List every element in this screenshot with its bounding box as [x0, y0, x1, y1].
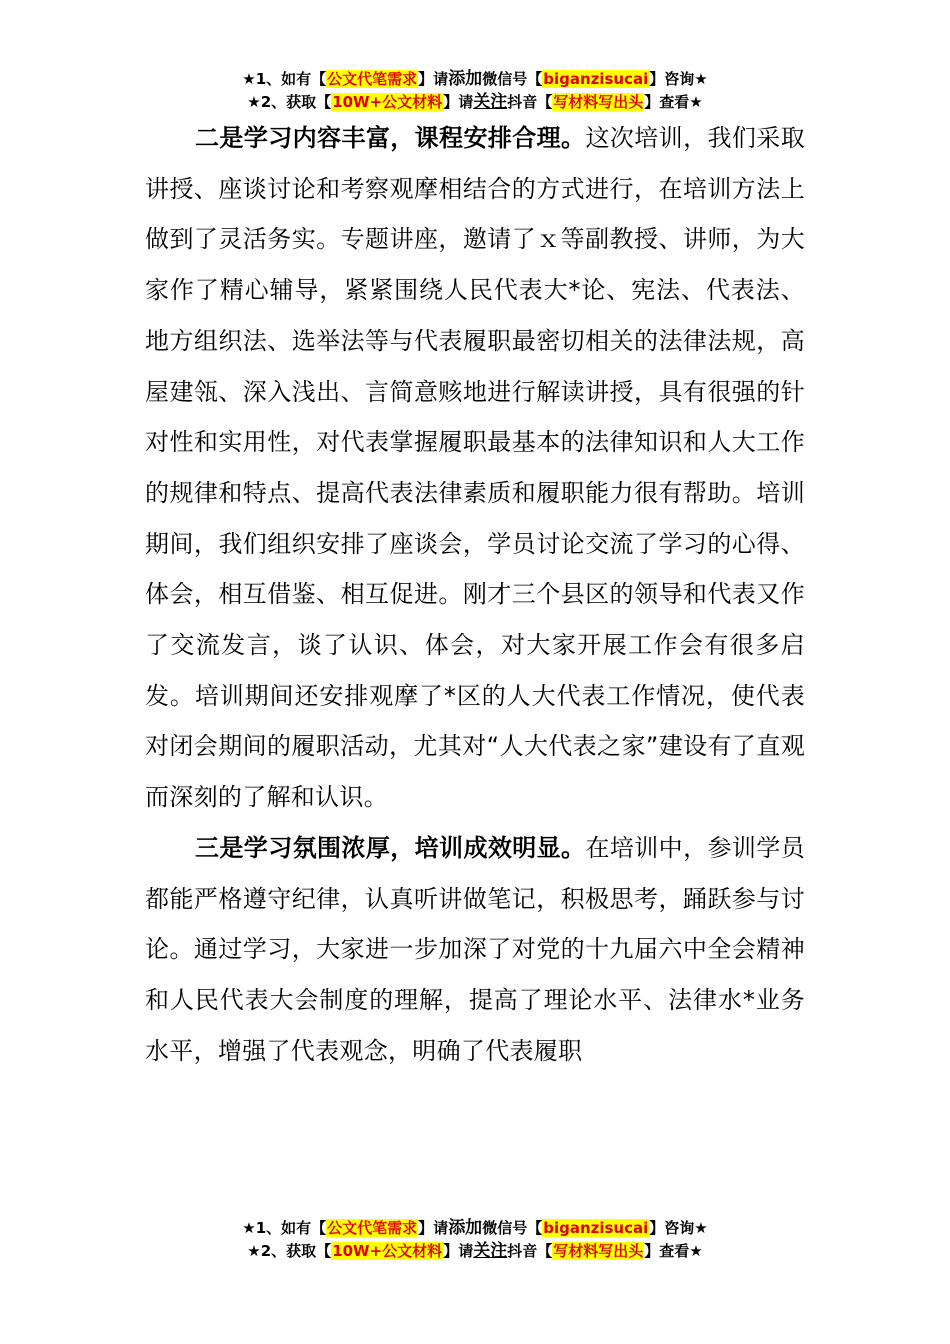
- paragraph-3: [145, 823, 805, 1077]
- banner-follow-word: 关注: [473, 92, 508, 112]
- banner-wechat-id: biganzisucai: [543, 1219, 649, 1237]
- banner-line-1-prefix: ★1、如有【: [242, 70, 327, 88]
- top-banner: [0, 68, 950, 114]
- banner-hl-materials: 10W+公文材料: [332, 93, 443, 111]
- banner-hl-ghostwriting: 公文代笔需求: [327, 70, 418, 88]
- banner-hl-materials: 10W+公文材料: [332, 1242, 443, 1260]
- paragraph-2-text: 这次培训，我们采取讲授、座谈讨论和考察观摩相结合的方式进行，在培训方法上做到了灵活务实。专题讲座，邀请了ｘ等副教授、讲师，为大家作了精心辅导，紧紧围绕人民代表大*论、宪法、代表法、地方组织法、选举法等与代表履职最密切相关的法律法规，高屋建瓴、深入浅出、言简意赅地进行解读讲授，具有很强的针对性和实用性，对代表掌握履职最基本的法律知识和人大工作的规律和特点、提高代表法律素质和履职能力很有帮助。培训期间，我们组织安排了座谈会，学员讨论交流了学习的心得、体会，相互借鉴、相互促进。刚才三个县区的领导和代表又作了交流发言，谈了认识、体会，对大家开展工作会有很多启发。培训期间还安排观摩了*区的人大代表工作情况，使代表对闭会期间的履职活动，尤其对“人大代表之家”建设有了直观而深刻的了解和认识。: [145, 124, 805, 812]
- banner-line-1: [0, 1217, 950, 1240]
- banner-line-2-mid1: 】请: [443, 1242, 474, 1260]
- banner-line-1-suffix: 】咨询★: [649, 1219, 708, 1237]
- banner-follow-word: 关注: [473, 1241, 508, 1261]
- banner-line-1-suffix: 】咨询★: [649, 70, 708, 88]
- banner-add-word: 添加: [448, 69, 483, 89]
- banner-douyin-name: 写材料写出头: [553, 1242, 644, 1260]
- banner-line-2: [0, 1240, 950, 1263]
- banner-line-2: [0, 91, 950, 114]
- banner-line-1-mid2: 微信号【: [482, 1219, 543, 1237]
- banner-add-word: 添加: [448, 1218, 483, 1238]
- banner-line-2-prefix: ★2、获取【: [247, 93, 332, 111]
- banner-line-1-mid2: 微信号【: [482, 70, 543, 88]
- paragraph-2: [145, 113, 805, 823]
- banner-wechat-id: biganzisucai: [543, 70, 649, 88]
- banner-line-2-suffix: 】查看★: [644, 1242, 703, 1260]
- banner-line-2-suffix: 】查看★: [644, 93, 703, 111]
- banner-line-2-prefix: ★2、获取【: [247, 1242, 332, 1260]
- banner-douyin-name: 写材料写出头: [553, 93, 644, 111]
- banner-line-2-mid2: 抖音【: [507, 1242, 553, 1260]
- paragraph-3-lead: 三是学习氛围浓厚，培训成效明显。: [195, 833, 586, 862]
- banner-line-2-mid1: 】请: [443, 93, 474, 111]
- banner-line-1-prefix: ★1、如有【: [242, 1219, 327, 1237]
- document-body: [145, 113, 805, 1076]
- banner-line-1-mid1: 】请: [418, 70, 449, 88]
- banner-line-1: [0, 68, 950, 91]
- banner-line-2-mid2: 抖音【: [507, 93, 553, 111]
- banner-hl-ghostwriting: 公文代笔需求: [327, 1219, 418, 1237]
- bottom-banner: [0, 1217, 950, 1263]
- paragraph-2-lead: 二是学习内容丰富，课程安排合理。: [195, 124, 586, 152]
- paragraph-3-text: 在培训中，参训学员都能严格遵守纪律，认真听讲做笔记，积极思考，踊跃参与讨论。通过学习，大家进一步加深了对党的十九届六中全会精神和人民代表大会制度的理解，提高了理论水平、法律水*业务水平，增强了代表观念，明确了代表履职: [145, 833, 805, 1065]
- banner-line-1-mid1: 】请: [418, 1219, 449, 1237]
